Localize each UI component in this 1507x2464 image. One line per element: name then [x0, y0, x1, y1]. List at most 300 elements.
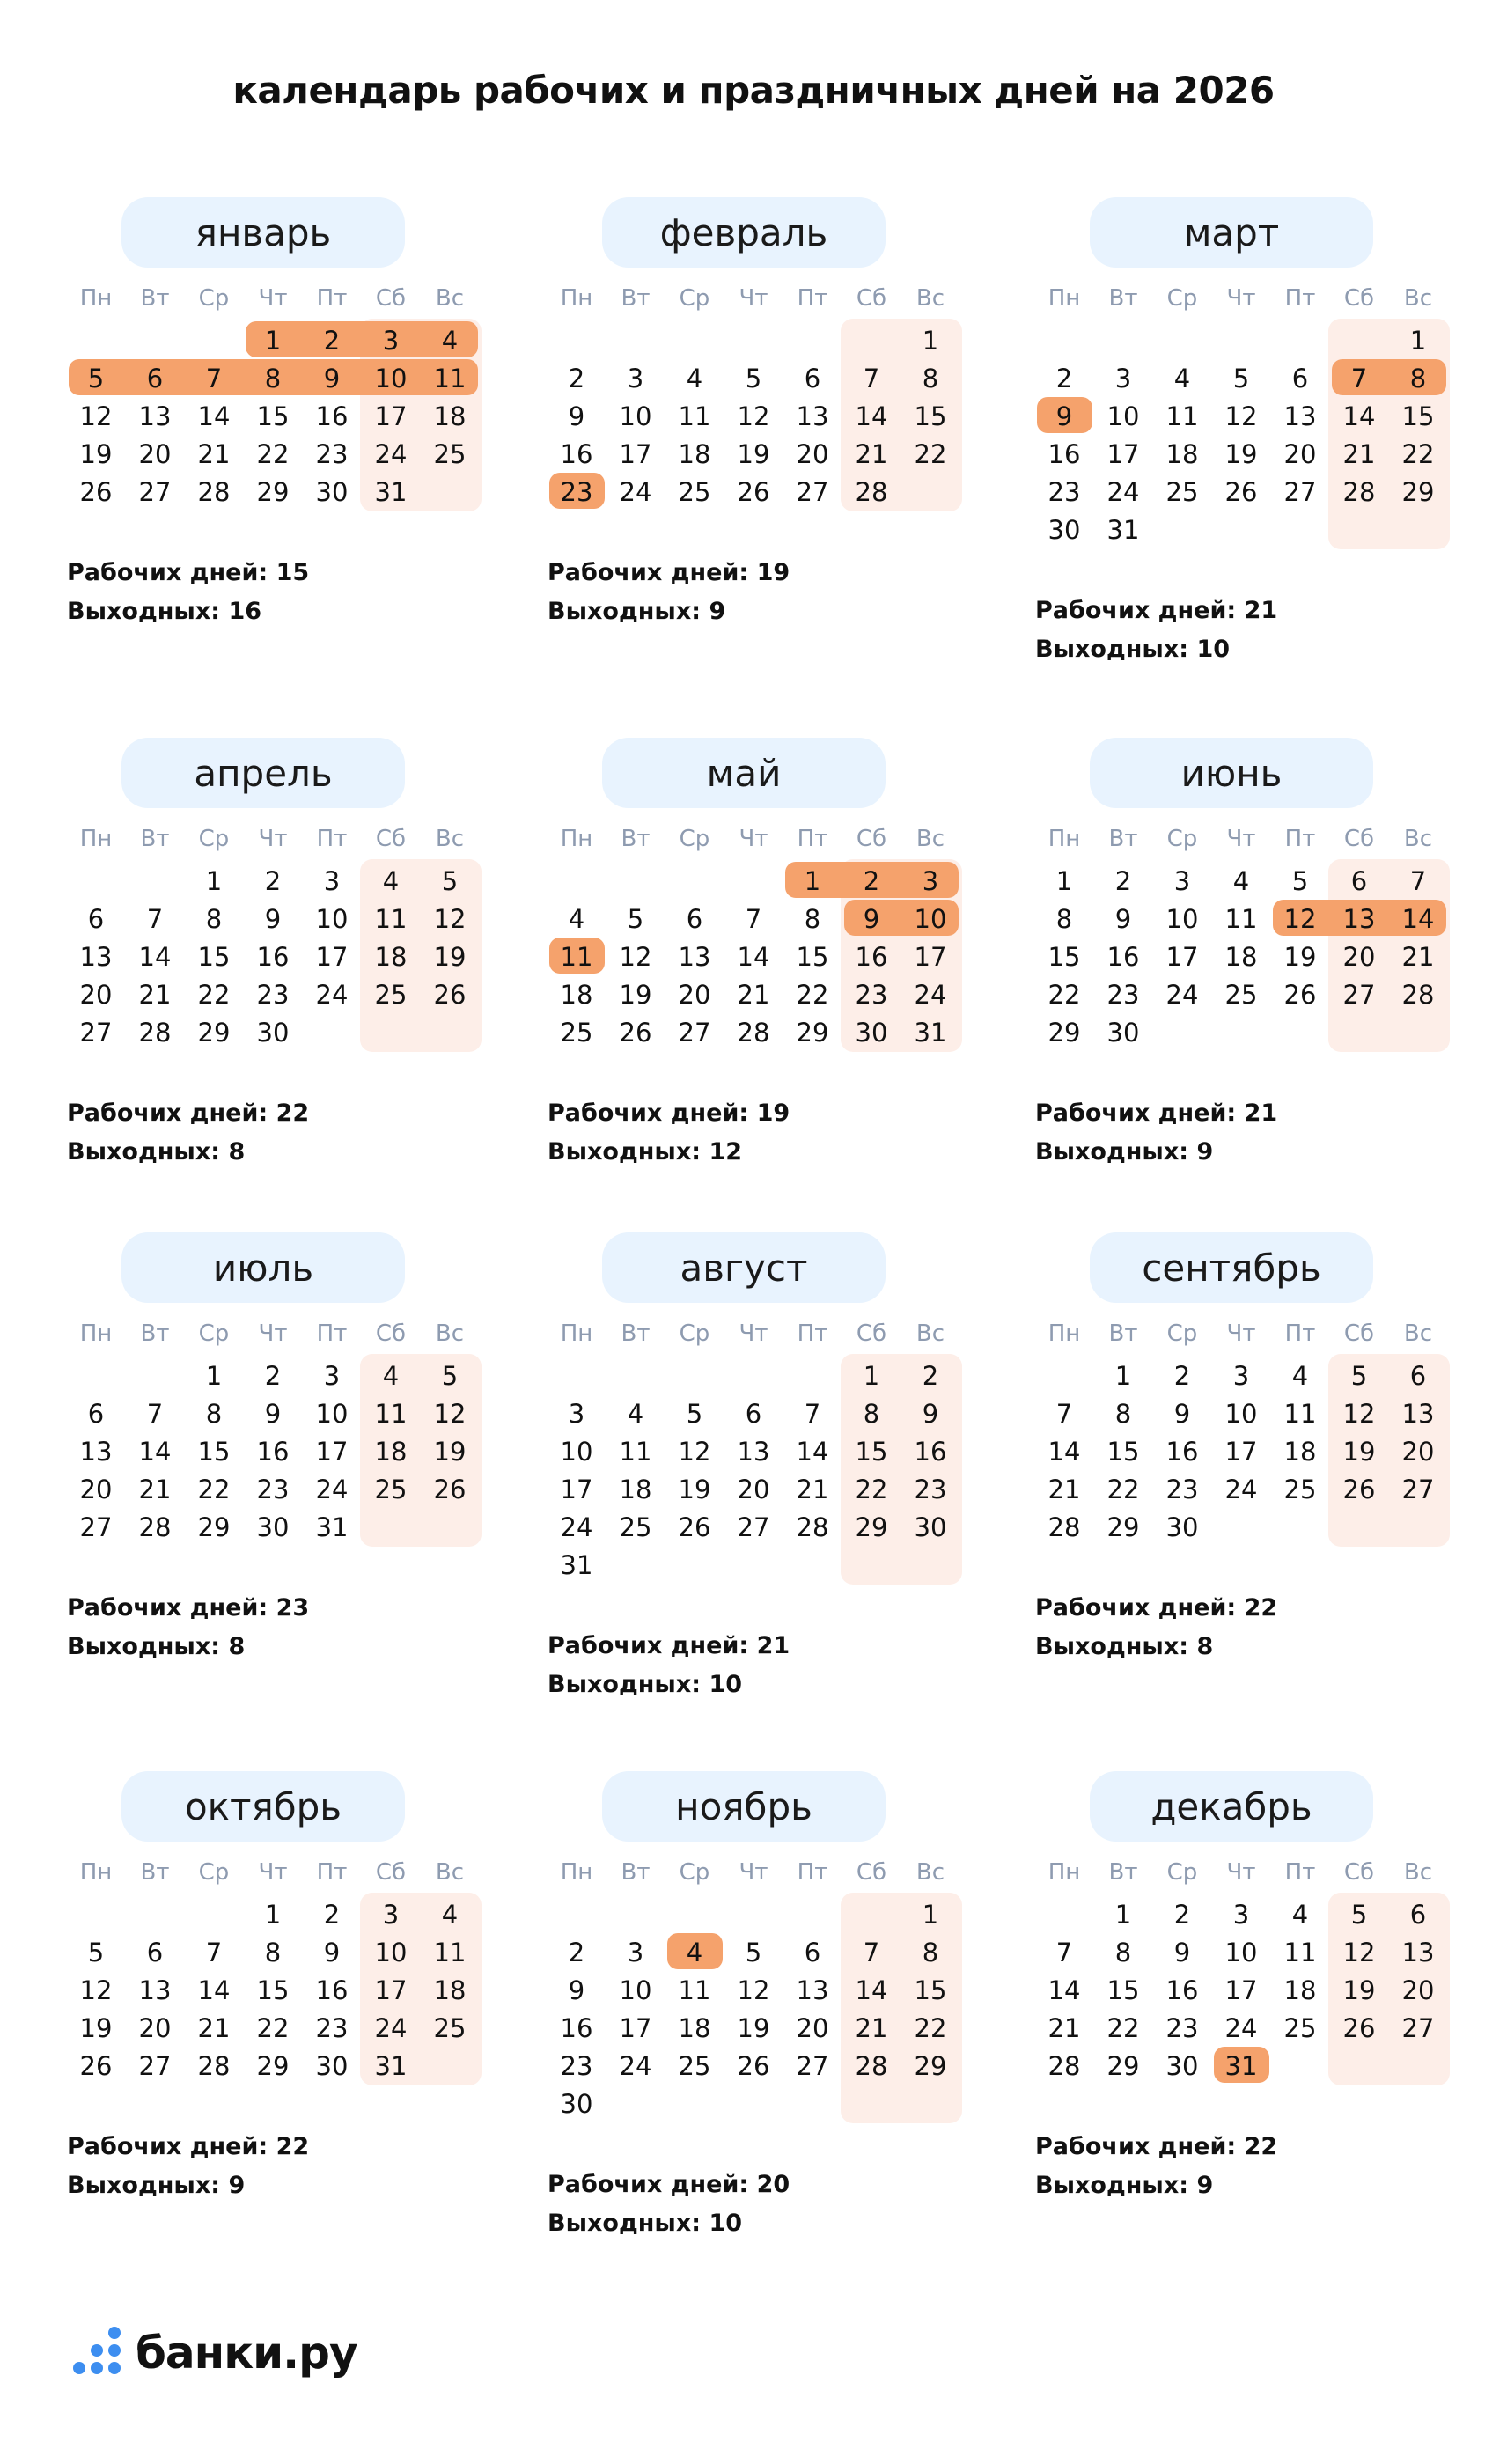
work-day: 16: [1165, 1437, 1199, 1467]
work-day: 8: [1114, 1399, 1132, 1429]
weekend-day: 1: [1409, 326, 1427, 356]
work-day: 7: [1055, 1938, 1073, 1968]
work-day: 19: [79, 439, 113, 469]
weekend-day: 27: [1401, 1475, 1435, 1504]
holiday-day: 13: [1342, 904, 1376, 934]
weekend-day: 26: [1342, 1475, 1376, 1504]
holiday-day: 6: [146, 364, 164, 394]
work-day: 1: [1055, 866, 1073, 896]
weekend-day: 8: [922, 1938, 939, 1968]
weekday-label: Вс: [915, 826, 945, 852]
weekday-label: Вт: [1108, 1320, 1138, 1347]
weekday-label: Чт: [258, 1320, 288, 1347]
work-day: 9: [568, 1975, 585, 2005]
work-day: 21: [197, 2013, 231, 2043]
work-day: 14: [138, 1437, 172, 1467]
work-day: 4: [1232, 866, 1250, 896]
work-day: 26: [79, 2051, 113, 2081]
weekend-day: 20: [1401, 1975, 1435, 2005]
weekday-label: Пт: [1284, 826, 1316, 852]
work-day: 16: [256, 1437, 290, 1467]
weekday-label: Сб: [856, 826, 887, 852]
working-days-count: Рабочих дней: 19: [548, 1100, 790, 1127]
holiday-day: 1: [264, 326, 282, 356]
weekend-day: 7: [863, 364, 880, 394]
work-day: 3: [323, 866, 341, 896]
work-day: 10: [315, 904, 349, 934]
weekday-label: Ср: [679, 826, 710, 852]
work-day: 12: [678, 1437, 711, 1467]
work-day: 14: [1048, 1437, 1081, 1467]
work-day: 15: [197, 942, 231, 972]
holiday-day: 4: [441, 326, 459, 356]
work-day: 23: [1048, 477, 1081, 507]
weekend-day: 6: [1350, 866, 1368, 896]
work-day: 5: [1291, 866, 1309, 896]
weekday-label: Вс: [1403, 1859, 1433, 1886]
work-day: 16: [256, 942, 290, 972]
holiday-day: 11: [560, 942, 593, 972]
weekend-day: 29: [914, 2051, 947, 2081]
weekend-day: 7: [863, 1938, 880, 1968]
weekend-day: 12: [433, 1399, 467, 1429]
weekend-day: 27: [1401, 2013, 1435, 2043]
work-day: 20: [138, 439, 172, 469]
work-day: 21: [796, 1475, 829, 1504]
days-off-count: Выходных: 9: [67, 2172, 246, 2199]
weekday-label: Пн: [1048, 1859, 1081, 1886]
weekend-day: 20: [1342, 942, 1376, 972]
working-days-count: Рабочих дней: 19: [548, 559, 790, 586]
work-day: 30: [560, 2089, 593, 2119]
work-day: 4: [1173, 364, 1191, 394]
weekend-day: 28: [1342, 477, 1376, 507]
work-day: 15: [1106, 1975, 1140, 2005]
weekday-label: Сб: [375, 1320, 407, 1347]
work-day: 28: [197, 477, 231, 507]
work-day: 29: [256, 2051, 290, 2081]
work-day: 14: [138, 942, 172, 972]
weekend-day: 5: [1350, 1900, 1368, 1930]
work-day: 5: [745, 1938, 762, 1968]
work-day: 3: [1232, 1900, 1250, 1930]
work-day: 10: [315, 1399, 349, 1429]
work-day: 10: [1224, 1938, 1258, 1968]
weekday-label: Пн: [79, 285, 113, 312]
weekday-label: Вс: [435, 1859, 465, 1886]
work-day: 30: [1048, 515, 1081, 545]
work-day: 11: [678, 401, 711, 431]
work-day: 13: [796, 1975, 829, 2005]
logo: [67, 2322, 357, 2384]
work-day: 30: [256, 1018, 290, 1048]
month-1: [67, 197, 507, 655]
work-day: 19: [737, 2013, 770, 2043]
working-days-count: Рабочих дней: 15: [67, 559, 310, 586]
work-day: 1: [264, 1900, 282, 1930]
page-title: календарь рабочих и праздничных дней на 2026: [232, 69, 1275, 112]
work-day: 20: [796, 2013, 829, 2043]
holiday-day: 3: [382, 326, 400, 356]
days-off-count: Выходных: 16: [67, 598, 262, 625]
weekday-label: Вт: [140, 826, 170, 852]
weekend-day: 25: [374, 980, 408, 1010]
work-day: 22: [256, 2013, 290, 2043]
work-day: 7: [1055, 1399, 1073, 1429]
work-day: 2: [1055, 364, 1073, 394]
days-off-count: Выходных: 10: [548, 1671, 743, 1698]
holiday-day: 23: [560, 477, 593, 507]
weekday-label: Ср: [198, 1859, 230, 1886]
weekend-day: 3: [382, 1900, 400, 1930]
work-day: 26: [619, 1018, 652, 1048]
working-days-count: Рабочих дней: 22: [67, 2133, 310, 2160]
weekday-label: Сб: [1343, 285, 1375, 312]
work-day: 4: [627, 1399, 644, 1429]
work-day: 14: [197, 1975, 231, 2005]
weekend-day: 5: [441, 866, 459, 896]
work-day: 13: [737, 1437, 770, 1467]
weekday-label: Сб: [375, 1859, 407, 1886]
days-off-count: Выходных: 10: [548, 2210, 743, 2237]
work-day: 21: [737, 980, 770, 1010]
work-day: 3: [323, 1361, 341, 1391]
month-name: апрель: [121, 738, 405, 808]
work-day: 17: [1106, 439, 1140, 469]
weekend-day: 14: [855, 401, 888, 431]
work-day: 8: [1055, 904, 1073, 934]
month-name: ноябрь: [602, 1771, 886, 1842]
work-day: 24: [1106, 477, 1140, 507]
weekend-day: 25: [433, 439, 467, 469]
work-day: 30: [1165, 1512, 1199, 1542]
weekend-day: 13: [1401, 1938, 1435, 1968]
weekend-day: 11: [433, 1938, 467, 1968]
work-day: 13: [138, 1975, 172, 2005]
work-day: 22: [256, 439, 290, 469]
working-days-count: Рабочих дней: 21: [548, 1632, 790, 1659]
weekday-label: Пн: [560, 1859, 593, 1886]
weekend-day: 12: [1342, 1938, 1376, 1968]
work-day: 19: [1224, 439, 1258, 469]
weekend-day: 21: [1342, 439, 1376, 469]
work-day: 21: [138, 1475, 172, 1504]
weekend-day: 19: [433, 1437, 467, 1467]
weekend-day: 30: [855, 1018, 888, 1048]
weekday-label: Пт: [316, 1859, 348, 1886]
weekday-label: Сб: [375, 826, 407, 852]
work-day: 10: [560, 1437, 593, 1467]
work-day: 29: [1106, 1512, 1140, 1542]
work-day: 7: [205, 1938, 223, 1968]
work-day: 5: [686, 1399, 703, 1429]
weekday-label: Чт: [739, 285, 768, 312]
work-day: 16: [315, 1975, 349, 2005]
weekend-day: 27: [1342, 980, 1376, 1010]
month-name: сентябрь: [1090, 1232, 1373, 1303]
weekday-label: Ср: [679, 1859, 710, 1886]
work-day: 15: [256, 401, 290, 431]
work-day: 25: [678, 477, 711, 507]
weekend-day: 15: [914, 1975, 947, 2005]
work-day: 23: [256, 980, 290, 1010]
work-day: 25: [678, 2051, 711, 2081]
work-day: 24: [619, 477, 652, 507]
weekday-label: Вс: [435, 285, 465, 312]
weekend-day: 11: [374, 1399, 408, 1429]
holiday-day: 4: [686, 1938, 703, 1968]
weekday-label: Пн: [560, 285, 593, 312]
work-day: 26: [737, 477, 770, 507]
work-day: 3: [1173, 866, 1191, 896]
weekday-label: Ср: [679, 285, 710, 312]
weekend-day: 23: [914, 1475, 947, 1504]
work-day: 15: [1106, 1437, 1140, 1467]
work-day: 29: [1048, 1018, 1081, 1048]
work-day: 11: [1283, 1399, 1317, 1429]
weekend-day: 28: [855, 2051, 888, 2081]
weekend-day: 26: [433, 1475, 467, 1504]
weekend-day: 26: [433, 980, 467, 1010]
work-day: 22: [796, 980, 829, 1010]
weekday-label: Чт: [739, 826, 768, 852]
weekday-label: Пн: [1048, 1320, 1081, 1347]
days-off-count: Выходных: 8: [1035, 1633, 1214, 1660]
work-day: 20: [796, 439, 829, 469]
weekend-day: 25: [374, 1475, 408, 1504]
days-off-count: Выходных: 9: [1035, 2172, 1214, 2199]
weekend-day: 28: [1401, 980, 1435, 1010]
weekend-day: 11: [374, 904, 408, 934]
weekend-day: 5: [441, 1361, 459, 1391]
work-day: 12: [619, 942, 652, 972]
work-day: 20: [737, 1475, 770, 1504]
work-day: 11: [678, 1975, 711, 2005]
work-day: 22: [197, 980, 231, 1010]
weekday-label: Вс: [435, 1320, 465, 1347]
work-day: 7: [146, 904, 164, 934]
logo-text: банки.ру: [136, 2328, 357, 2379]
weekend-day: 17: [374, 1975, 408, 2005]
weekday-label: Вс: [435, 826, 465, 852]
work-day: 2: [1114, 866, 1132, 896]
work-day: 18: [1165, 439, 1199, 469]
weekend-day: 31: [374, 477, 408, 507]
work-day: 2: [264, 866, 282, 896]
weekend-day: 4: [382, 866, 400, 896]
work-day: 18: [1283, 1975, 1317, 2005]
work-day: 13: [138, 401, 172, 431]
weekday-label: Пт: [316, 826, 348, 852]
month-name: июль: [121, 1232, 405, 1303]
weekend-day: 4: [441, 1900, 459, 1930]
work-day: 12: [79, 401, 113, 431]
work-day: 24: [315, 1475, 349, 1504]
weekend-day: 1: [863, 1361, 880, 1391]
work-day: 2: [264, 1361, 282, 1391]
work-day: 28: [197, 2051, 231, 2081]
holiday-day: 5: [87, 364, 105, 394]
holiday-day: 2: [863, 866, 880, 896]
month-12: [1035, 1771, 1475, 2229]
work-day: 25: [1224, 980, 1258, 1010]
holiday-day: 31: [1224, 2051, 1258, 2081]
work-day: 9: [264, 1399, 282, 1429]
work-day: 9: [264, 904, 282, 934]
work-day: 29: [796, 1018, 829, 1048]
work-day: 22: [1106, 2013, 1140, 2043]
work-day: 2: [323, 1900, 341, 1930]
weekday-label: Чт: [739, 1320, 768, 1347]
weekday-label: Ср: [1166, 826, 1198, 852]
days-off-count: Выходных: 8: [67, 1138, 246, 1166]
weekend-day: 9: [922, 1399, 939, 1429]
weekend-day: 14: [1342, 401, 1376, 431]
work-day: 25: [1165, 477, 1199, 507]
weekend-day: 12: [1342, 1399, 1376, 1429]
weekday-label: Чт: [258, 1859, 288, 1886]
weekday-label: Пт: [797, 826, 828, 852]
work-day: 16: [1048, 439, 1081, 469]
weekday-label: Чт: [1226, 1859, 1256, 1886]
work-day: 6: [146, 1938, 164, 1968]
weekend-day: 1: [922, 1900, 939, 1930]
work-day: 31: [560, 1550, 593, 1580]
month-5: [548, 738, 988, 1195]
work-day: 28: [796, 1512, 829, 1542]
work-day: 22: [1048, 980, 1081, 1010]
work-day: 7: [745, 904, 762, 934]
working-days-count: Рабочих дней: 21: [1035, 1100, 1278, 1127]
work-day: 24: [619, 2051, 652, 2081]
work-day: 27: [79, 1018, 113, 1048]
work-day: 15: [256, 1975, 290, 2005]
work-day: 5: [745, 364, 762, 394]
month-7: [67, 1232, 507, 1690]
work-day: 10: [1106, 401, 1140, 431]
work-day: 27: [79, 1512, 113, 1542]
work-day: 28: [138, 1018, 172, 1048]
weekday-label: Ср: [1166, 1859, 1198, 1886]
work-day: 9: [1173, 1399, 1191, 1429]
work-day: 14: [1048, 1975, 1081, 2005]
holiday-day: 8: [264, 364, 282, 394]
work-day: 4: [1291, 1900, 1309, 1930]
work-day: 15: [197, 1437, 231, 1467]
weekend-day: 22: [1401, 439, 1435, 469]
weekday-label: Сб: [1343, 1859, 1375, 1886]
work-day: 25: [619, 1512, 652, 1542]
weekend-day: 25: [433, 2013, 467, 2043]
work-day: 12: [1224, 401, 1258, 431]
work-day: 27: [1283, 477, 1317, 507]
weekday-label: Пт: [316, 285, 348, 312]
work-day: 24: [315, 980, 349, 1010]
weekday-label: Вт: [140, 285, 170, 312]
work-day: 20: [79, 1475, 113, 1504]
weekday-label: Вт: [140, 1859, 170, 1886]
weekday-label: Вс: [1403, 1320, 1433, 1347]
weekend-day: 21: [855, 439, 888, 469]
work-day: 4: [1291, 1361, 1309, 1391]
work-day: 26: [79, 477, 113, 507]
work-day: 24: [1165, 980, 1199, 1010]
work-day: 8: [1114, 1938, 1132, 1968]
weekday-label: Пн: [1048, 285, 1081, 312]
work-day: 8: [804, 904, 821, 934]
work-day: 30: [256, 1512, 290, 1542]
work-day: 20: [678, 980, 711, 1010]
work-day: 21: [138, 980, 172, 1010]
work-day: 6: [1291, 364, 1309, 394]
work-day: 11: [619, 1437, 652, 1467]
work-day: 8: [264, 1938, 282, 1968]
work-day: 29: [256, 477, 290, 507]
weekend-day: 15: [855, 1437, 888, 1467]
work-day: 24: [1224, 1475, 1258, 1504]
days-off-count: Выходных: 10: [1035, 636, 1231, 663]
weekend-day: 31: [914, 1018, 947, 1048]
work-day: 21: [1048, 1475, 1081, 1504]
work-day: 18: [619, 1475, 652, 1504]
work-day: 17: [315, 1437, 349, 1467]
work-day: 28: [737, 1018, 770, 1048]
work-day: 27: [796, 2051, 829, 2081]
holiday-day: 9: [1055, 401, 1073, 431]
work-day: 6: [87, 904, 105, 934]
work-day: 28: [1048, 2051, 1081, 2081]
work-day: 21: [1048, 2013, 1081, 2043]
month-name: май: [602, 738, 886, 808]
weekday-label: Вс: [1403, 285, 1433, 312]
weekday-label: Ср: [198, 285, 230, 312]
work-day: 12: [737, 401, 770, 431]
work-day: 24: [560, 1512, 593, 1542]
weekend-day: 2: [922, 1361, 939, 1391]
days-off-count: Выходных: 8: [67, 1633, 246, 1660]
weekday-label: Ср: [198, 826, 230, 852]
weekend-day: 18: [374, 942, 408, 972]
month-8: [548, 1232, 988, 1698]
weekday-label: Пт: [1284, 1320, 1316, 1347]
working-days-count: Рабочих дней: 22: [1035, 1594, 1278, 1622]
month-name: август: [602, 1232, 886, 1303]
weekend-day: 20: [1401, 1437, 1435, 1467]
work-day: 30: [1165, 2051, 1199, 2081]
work-day: 31: [1106, 515, 1140, 545]
weekend-day: 21: [855, 2013, 888, 2043]
weekday-label: Пт: [1284, 1859, 1316, 1886]
work-day: 26: [1283, 980, 1317, 1010]
month-name: июнь: [1090, 738, 1373, 808]
weekend-day: 29: [1401, 477, 1435, 507]
weekend-day: 1: [922, 326, 939, 356]
work-day: 22: [197, 1475, 231, 1504]
weekend-day: 15: [914, 401, 947, 431]
work-day: 27: [138, 2051, 172, 2081]
weekday-label: Вт: [1108, 826, 1138, 852]
work-day: 9: [1114, 904, 1132, 934]
holiday-day: 12: [1283, 904, 1317, 934]
work-day: 13: [79, 942, 113, 972]
work-day: 23: [256, 1475, 290, 1504]
weekend-day: 12: [433, 904, 467, 934]
month-4: [67, 738, 507, 1195]
month-6: [1035, 738, 1475, 1195]
work-day: 11: [1224, 904, 1258, 934]
weekend-day: 24: [374, 2013, 408, 2043]
weekday-label: Чт: [1226, 285, 1256, 312]
